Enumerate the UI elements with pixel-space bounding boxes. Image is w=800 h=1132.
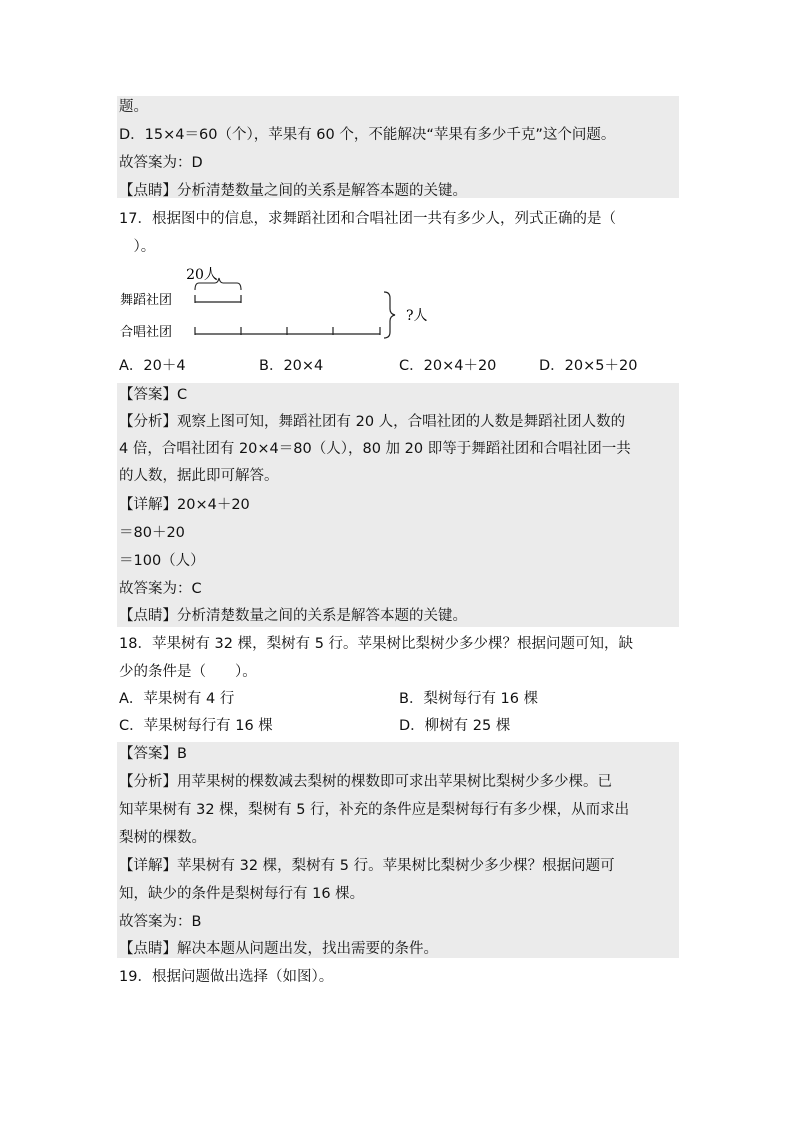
- q16-dianjing: 【点睛】分析清楚数量之间的关系是解答本题的关键。: [119, 183, 467, 199]
- diagram-total-label: ?人: [406, 308, 428, 324]
- q17-detail-line2: ＝80＋20: [119, 525, 185, 541]
- q17-analysis-line3: 的人数，据此即可解答。: [119, 468, 279, 484]
- q17-stem-line1: 17．根据图中的信息，求舞蹈社团和合唱社团一共有多少人，列式正确的是（: [119, 211, 616, 227]
- q17-analysis-line1: 【分析】观察上图可知，舞蹈社团有 20 人，合唱社团的人数是舞蹈社团人数的: [119, 414, 626, 430]
- q18-stem-line1: 18．苹果树有 32 棵，梨树有 5 行。苹果树比梨树少多少棵？根据问题可知，缺: [119, 636, 634, 652]
- q18-option-d: D．柳树有 25 棵: [399, 718, 511, 734]
- diagram-top-label: 20人: [186, 267, 218, 283]
- q18-dianjing: 【点睛】解决本题从问题出发，找出需要的条件。: [119, 941, 438, 957]
- diagram-row2-label: 合唱社团: [120, 325, 173, 340]
- q18-option-c: C．苹果树每行有 16 棵: [119, 718, 273, 734]
- q17-line-segment-diagram: [118, 262, 448, 346]
- q17-option-a: A．20＋4: [119, 358, 186, 374]
- q17-detail-line3: ＝100（人）: [119, 553, 205, 569]
- q16-final-answer: 故答案为：D: [119, 155, 203, 171]
- q18-final-answer: 故答案为：B: [119, 914, 202, 930]
- q18-stem-line2: 少的条件是（ ）。: [119, 664, 257, 680]
- q17-option-c: C．20×4＋20: [399, 358, 497, 374]
- q19-stem: 19．根据问题做出选择（如图）。: [119, 969, 334, 985]
- q18-analysis-line1: 【分析】用苹果树的棵数减去梨树的棵数即可求出苹果树比梨树少多少棵。已: [119, 774, 612, 790]
- q17-option-d: D．20×5＋20: [539, 358, 638, 374]
- q17-final-answer: 故答案为：C: [119, 581, 202, 597]
- q18-analysis-line3: 梨树的棵数。: [119, 830, 206, 846]
- q18-answer: 【答案】B: [119, 746, 187, 762]
- q18-option-a: A．苹果树有 4 行: [119, 691, 235, 707]
- q18-option-b: B．梨树每行有 16 棵: [399, 691, 539, 707]
- q17-detail-line1: 【详解】20×4＋20: [119, 497, 250, 513]
- q17-analysis-line2: 4 倍，合唱社团有 20×4＝80（人），80 加 20 即等于舞蹈社团和合唱社团一共: [119, 441, 631, 457]
- q17-dianjing: 【点睛】分析清楚数量之间的关系是解答本题的关键。: [119, 608, 467, 624]
- q18-detail-line2: 知，缺少的条件是梨树每行有 16 棵。: [119, 886, 365, 902]
- q17-stem-line2: ）。: [119, 239, 156, 255]
- q17-option-b: B．20×4: [259, 358, 324, 374]
- q17-answer: 【答案】C: [119, 387, 188, 403]
- right-brace: [384, 292, 395, 338]
- q18-analysis-line2: 知苹果树有 32 棵，梨树有 5 行，补充的条件应是梨树每行有多少棵，从而求出: [119, 802, 630, 818]
- diagram-row1-label: 舞蹈社团: [120, 293, 173, 308]
- q16-option-d: D．15×4＝60（个），苹果有 60 个，不能解决“苹果有多少千克”这个问题。: [119, 127, 616, 143]
- q18-detail-line1: 【详解】苹果树有 32 棵，梨树有 5 行。苹果树比梨树少多少棵？根据问题可: [119, 858, 615, 874]
- q16-line1: 题。: [119, 99, 148, 115]
